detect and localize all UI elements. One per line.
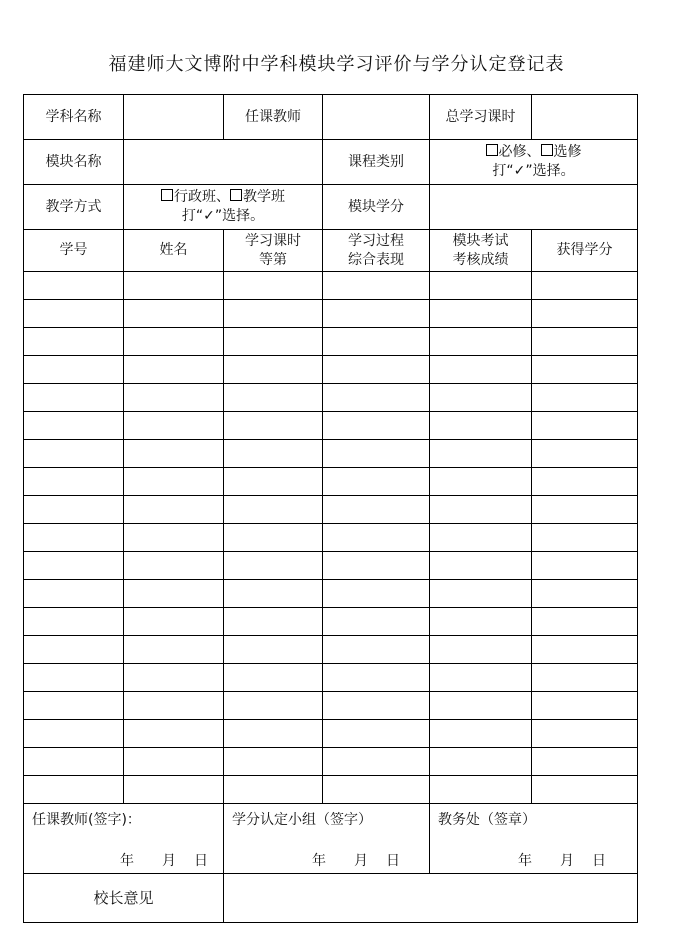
course-type-label: 课程类别 <box>323 140 430 185</box>
form-title: 福建师大文博附中学科模块学习评价与学分认定登记表 <box>108 54 565 75</box>
exam-score-cell[interactable] <box>430 776 532 804</box>
student-id-cell[interactable] <box>24 272 124 300</box>
exam-score-cell[interactable] <box>430 468 532 496</box>
credits-earned-cell[interactable] <box>532 468 638 496</box>
teacher-signature-date <box>120 852 208 871</box>
elective-checkbox[interactable] <box>541 144 553 156</box>
subject-row <box>24 95 638 140</box>
exam-score-cell[interactable] <box>430 748 532 776</box>
admin-class-label: 行政班、 <box>174 189 230 205</box>
process-performance-cell[interactable] <box>323 636 430 664</box>
student-id-cell[interactable] <box>24 608 124 636</box>
name-cell[interactable] <box>124 356 224 384</box>
student-id-cell[interactable] <box>24 300 124 328</box>
process-header-line2: 综合表现 <box>348 251 404 268</box>
year-label: 年 <box>120 853 134 869</box>
exam-score-cell[interactable] <box>430 328 532 356</box>
student-id-cell[interactable] <box>24 636 124 664</box>
teacher-signature-label: 任课教师(签字)： <box>32 812 141 828</box>
student-id-cell[interactable] <box>24 692 124 720</box>
name-cell[interactable] <box>124 776 224 804</box>
process-performance-cell[interactable] <box>323 580 430 608</box>
exam-score-cell[interactable] <box>430 272 532 300</box>
student-row <box>24 524 638 552</box>
student-id-header: 学号 <box>24 230 124 272</box>
process-performance-cell[interactable] <box>323 300 430 328</box>
exam-score-cell[interactable] <box>430 552 532 580</box>
study-hours-cell[interactable] <box>224 552 323 580</box>
process-performance-cell[interactable] <box>323 384 430 412</box>
exam-score-cell[interactable] <box>430 692 532 720</box>
process-performance-cell[interactable] <box>323 468 430 496</box>
credit-group-signature-date <box>312 852 400 871</box>
credit-group-signature-cell[interactable] <box>224 804 430 874</box>
exam-score-cell[interactable] <box>430 412 532 440</box>
student-id-cell[interactable] <box>24 384 124 412</box>
name-header: 姓名 <box>124 230 224 272</box>
credits-earned-cell[interactable] <box>532 608 638 636</box>
exam-score-cell[interactable] <box>430 384 532 412</box>
student-id-cell[interactable] <box>24 328 124 356</box>
study-hours-cell[interactable] <box>224 664 323 692</box>
student-id-cell[interactable] <box>24 664 124 692</box>
student-id-cell[interactable] <box>24 524 124 552</box>
admin-class-checkbox[interactable] <box>161 189 173 201</box>
required-checkbox[interactable] <box>486 144 498 156</box>
credits-earned-cell[interactable] <box>532 440 638 468</box>
module-credit-label: 模块学分 <box>323 185 430 230</box>
study-hours-cell[interactable] <box>224 776 323 804</box>
study-hours-cell[interactable] <box>224 356 323 384</box>
credit-group-signature-label: 学分认定小组（签字） <box>232 812 372 828</box>
study-hours-cell[interactable] <box>224 384 323 412</box>
student-row <box>24 300 638 328</box>
exam-score-cell[interactable] <box>430 356 532 384</box>
month-label: 月 <box>354 853 368 869</box>
course-type-hint: 打“✓”选择。 <box>492 163 575 179</box>
study-hours-header-line1: 学习课时 <box>245 232 301 249</box>
study-hours-header-line2: 等第 <box>259 251 287 268</box>
academic-office-seal-cell[interactable] <box>430 804 638 874</box>
student-id-cell[interactable] <box>24 748 124 776</box>
credits-earned-cell[interactable] <box>532 664 638 692</box>
month-label: 月 <box>560 853 574 869</box>
name-cell[interactable] <box>124 636 224 664</box>
method-row <box>24 185 638 230</box>
day-label: 日 <box>194 853 208 869</box>
academic-office-seal-date <box>518 852 606 871</box>
credits-earned-cell[interactable] <box>532 384 638 412</box>
name-cell[interactable] <box>124 720 224 748</box>
exam-score-cell[interactable] <box>430 524 532 552</box>
student-id-cell[interactable] <box>24 356 124 384</box>
name-cell[interactable] <box>124 440 224 468</box>
study-hours-cell[interactable] <box>224 272 323 300</box>
signature-row <box>24 804 638 874</box>
name-cell[interactable] <box>124 664 224 692</box>
study-hours-cell[interactable] <box>224 636 323 664</box>
teaching-class-label: 教学班 <box>243 189 285 205</box>
student-row <box>24 748 638 776</box>
student-row <box>24 412 638 440</box>
student-row <box>24 384 638 412</box>
principal-row <box>24 874 638 923</box>
credits-earned-cell[interactable] <box>532 692 638 720</box>
name-cell[interactable] <box>124 552 224 580</box>
year-label: 年 <box>518 853 532 869</box>
credits-earned-cell[interactable] <box>532 720 638 748</box>
student-row <box>24 580 638 608</box>
exam-score-cell[interactable] <box>430 608 532 636</box>
credits-earned-header: 获得学分 <box>532 230 638 272</box>
teacher-label: 任课教师 <box>224 95 323 140</box>
study-hours-cell[interactable] <box>224 720 323 748</box>
student-row <box>24 440 638 468</box>
registration-form <box>23 94 638 923</box>
teaching-method-hint: 打“✓”选择。 <box>181 208 265 224</box>
total-hours-label: 总学习课时 <box>430 95 532 140</box>
process-performance-cell[interactable] <box>323 524 430 552</box>
name-cell[interactable] <box>124 328 224 356</box>
study-hours-cell[interactable] <box>224 692 323 720</box>
exam-score-cell[interactable] <box>430 664 532 692</box>
name-cell[interactable] <box>124 580 224 608</box>
year-label: 年 <box>312 853 326 869</box>
study-hours-cell[interactable] <box>224 300 323 328</box>
credits-earned-cell[interactable] <box>532 300 638 328</box>
teaching-method-label: 教学方式 <box>24 185 124 230</box>
student-row <box>24 328 638 356</box>
student-row <box>24 468 638 496</box>
credits-earned-cell[interactable] <box>532 636 638 664</box>
module-credit-field[interactable] <box>430 185 638 230</box>
process-performance-header <box>323 230 430 272</box>
name-cell[interactable] <box>124 496 224 524</box>
study-hours-cell[interactable] <box>224 440 323 468</box>
academic-office-seal-label: 教务处（签章） <box>438 812 536 828</box>
credits-earned-cell[interactable] <box>532 552 638 580</box>
process-performance-cell[interactable] <box>323 328 430 356</box>
exam-score-cell[interactable] <box>430 496 532 524</box>
elective-option-label: 选修 <box>553 144 582 160</box>
student-row <box>24 636 638 664</box>
process-performance-cell[interactable] <box>323 272 430 300</box>
process-performance-cell[interactable] <box>323 720 430 748</box>
student-row <box>24 692 638 720</box>
student-id-cell[interactable] <box>24 412 124 440</box>
student-row <box>24 496 638 524</box>
subject-name-field[interactable] <box>124 95 224 140</box>
student-row <box>24 608 638 636</box>
student-row <box>24 776 638 804</box>
name-cell[interactable] <box>124 468 224 496</box>
study-hours-cell[interactable] <box>224 328 323 356</box>
exam-score-cell[interactable] <box>430 720 532 748</box>
student-row <box>24 356 638 384</box>
process-performance-cell[interactable] <box>323 356 430 384</box>
credits-earned-cell[interactable] <box>532 496 638 524</box>
process-performance-cell[interactable] <box>323 440 430 468</box>
exam-score-cell[interactable] <box>430 636 532 664</box>
student-id-cell[interactable] <box>24 580 124 608</box>
total-hours-field[interactable] <box>532 95 638 140</box>
process-header-line1: 学习过程 <box>348 232 404 249</box>
teaching-method-options <box>124 185 323 230</box>
study-hours-cell[interactable] <box>224 748 323 776</box>
process-performance-cell[interactable] <box>323 552 430 580</box>
exam-header-line1: 模块考试 <box>452 232 509 249</box>
credits-earned-cell[interactable] <box>532 580 638 608</box>
name-cell[interactable] <box>124 384 224 412</box>
credits-earned-cell[interactable] <box>532 524 638 552</box>
process-performance-cell[interactable] <box>323 608 430 636</box>
course-type-options <box>430 140 638 185</box>
study-hours-header <box>224 230 323 272</box>
name-cell[interactable] <box>124 300 224 328</box>
process-performance-cell[interactable] <box>323 776 430 804</box>
student-id-cell[interactable] <box>24 776 124 804</box>
required-option-label: 必修、 <box>498 144 541 160</box>
exam-score-cell[interactable] <box>430 580 532 608</box>
name-cell[interactable] <box>124 748 224 776</box>
credits-earned-cell[interactable] <box>532 328 638 356</box>
student-id-cell[interactable] <box>24 440 124 468</box>
student-id-cell[interactable] <box>24 720 124 748</box>
exam-score-cell[interactable] <box>430 440 532 468</box>
study-hours-cell[interactable] <box>224 608 323 636</box>
process-performance-cell[interactable] <box>323 692 430 720</box>
name-cell[interactable] <box>124 524 224 552</box>
credits-earned-cell[interactable] <box>532 776 638 804</box>
student-row <box>24 552 638 580</box>
student-id-cell[interactable] <box>24 468 124 496</box>
student-row <box>24 664 638 692</box>
month-label: 月 <box>162 853 176 869</box>
student-row <box>24 272 638 300</box>
credits-earned-cell[interactable] <box>532 748 638 776</box>
process-performance-cell[interactable] <box>323 664 430 692</box>
student-row <box>24 720 638 748</box>
day-label: 日 <box>592 853 606 869</box>
module-name-field[interactable] <box>124 140 323 185</box>
student-id-cell[interactable] <box>24 496 124 524</box>
credits-earned-cell[interactable] <box>532 356 638 384</box>
column-header-row <box>24 230 638 272</box>
principal-opinion-field[interactable] <box>224 874 638 923</box>
process-performance-cell[interactable] <box>323 748 430 776</box>
name-cell[interactable] <box>124 412 224 440</box>
name-cell[interactable] <box>124 272 224 300</box>
name-cell[interactable] <box>124 608 224 636</box>
day-label: 日 <box>386 853 400 869</box>
module-row <box>24 140 638 185</box>
exam-header-line2: 考核成绩 <box>452 251 509 268</box>
student-id-cell[interactable] <box>24 552 124 580</box>
credits-earned-cell[interactable] <box>532 272 638 300</box>
teacher-field[interactable] <box>323 95 430 140</box>
module-name-label: 模块名称 <box>24 140 124 185</box>
study-hours-cell[interactable] <box>224 524 323 552</box>
teaching-class-checkbox[interactable] <box>230 189 242 201</box>
exam-score-header <box>430 230 532 272</box>
exam-score-cell[interactable] <box>430 300 532 328</box>
process-performance-cell[interactable] <box>323 496 430 524</box>
credits-earned-cell[interactable] <box>532 412 638 440</box>
study-hours-cell[interactable] <box>224 412 323 440</box>
study-hours-cell[interactable] <box>224 468 323 496</box>
principal-opinion-label: 校长意见 <box>24 874 224 923</box>
subject-name-label: 学科名称 <box>24 95 124 140</box>
process-performance-cell[interactable] <box>323 412 430 440</box>
name-cell[interactable] <box>124 692 224 720</box>
study-hours-cell[interactable] <box>224 496 323 524</box>
study-hours-cell[interactable] <box>224 580 323 608</box>
teacher-signature-cell[interactable] <box>24 804 224 874</box>
